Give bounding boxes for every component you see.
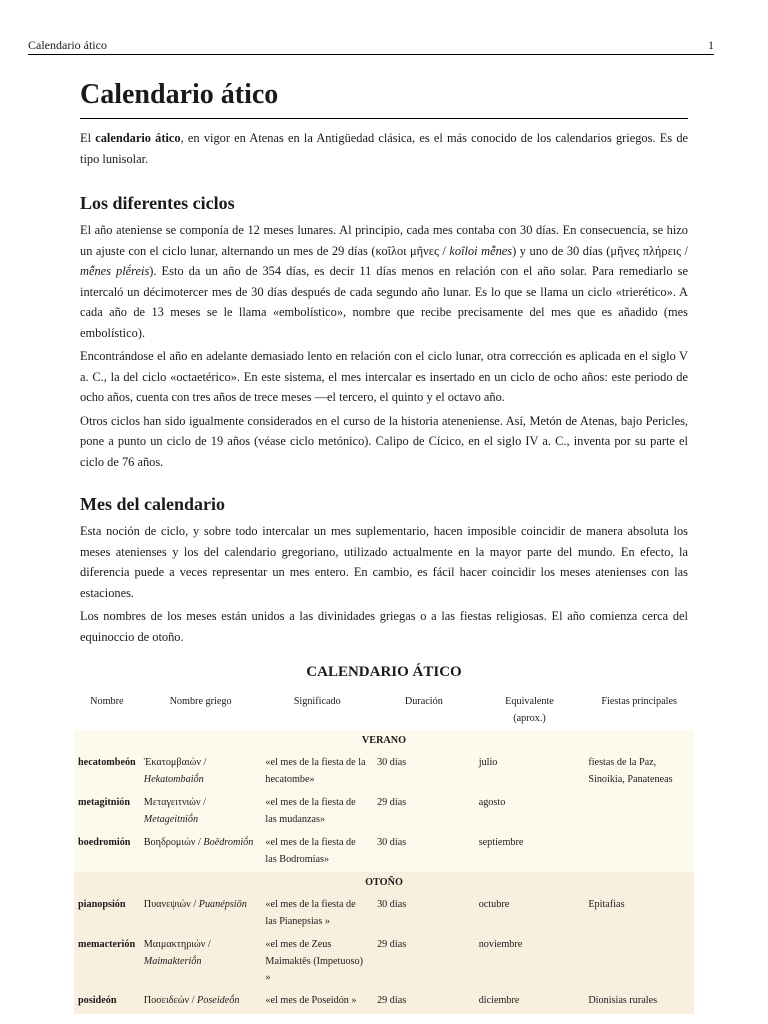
calendar-paragraph-2: Los nombres de los meses están unidos a las divinidades griegas o a las fiestas religiosas. El año comienza cerca del equinoccio de otoño. xyxy=(80,609,688,644)
col-header-greek: Nombre griego xyxy=(169,696,232,707)
cycles-paragraph-1: El año ateniense se componía de 12 meses lunares. Al principio, cada mes contaba con 30 días. En consecuencia, se hizo un ajuste con el ciclo lunar, alternando un mes de 29 días (κοῖλοι μῆνες / koîloi mễnes) y uno de 30 días (μῆνες πλήρεις / mễnes plḗreis). Esto da un año de 354 días, es decir 11 días menos en relación con el año solar. Para remediarlo se intercaló un décimotercer mes de 30 días después de cada segundo año lunar. Es lo que se llama un ciclo «trierético». A cada año de 13 meses se le llama «embolístico», nombre que recibe precisamente del mes que es añadido (mes embolístico). xyxy=(80,223,688,340)
table-header-row xyxy=(74,693,694,730)
table-row: boedromión Βοηδρομιών / Boēdromiṓn «el mes de la fiesta de las Bodromías» 30 días septiembre xyxy=(74,832,694,872)
col-header-equivalent: Equivalente (aprox.) xyxy=(505,696,554,724)
season-row-summer: VERANO xyxy=(74,730,694,752)
col-header-meaning: Significado xyxy=(293,696,341,707)
calendar-table xyxy=(74,693,694,1014)
intro-paragraph: El calendario ático, en vigor en Atenas en la Antigüedad clásica, es el más conocido de los calendarios griegos. Es de tipo lunisolar. xyxy=(80,131,689,166)
col-header-festivals: Fiestas principales xyxy=(601,696,677,707)
table-row: metagitnión Μεταγειτνιών / Metageitniṓn «el mes de la fiesta de las mudanzas» 29 días agosto xyxy=(74,792,694,832)
table-row: pianopsión Πυανεψιών / Puanépsiōn «el mes de la fiesta de las Pianepsias » 30 días octubre Epitafias xyxy=(74,894,694,934)
cycles-paragraph-3: Otros ciclos han sido igualmente considerados en el curso de la historia ateneniense. Así, Metón de Atenas, bajo Pericles, pone a punto un ciclo de 19 años (véase ciclo metónico). Calipo de Cícico, en el siglo IV a. C., inventa por su parte el ciclo de 76 años. xyxy=(80,413,688,469)
table-row: memacterión Μαιμακτηριών / Maimakteriṓn «el mes de Zeus Maimaktês (Impetuoso) » 29 días noviembre xyxy=(74,934,694,990)
table-row: hecatombeón Ἑκατομβαιών / Hekatombaiṓn «el mes de la fiesta de la hecatombe» 30 días julio fiestas de la Paz, Sinoikia, Panateneas xyxy=(74,752,694,792)
cycles-paragraph-2: Encontrándose el año en adelante demasiado lento en relación con el ciclo lunar, otra corrección es aplicada en el siglo V a. C., la del ciclo «octaetérico». En este sistema, el mes intercalar es insertado en un ciclo de ocho años: este periodo de ocho años, cuenta con tres años de trece meses —el tercero, el quinto y el octavo año. xyxy=(80,349,688,404)
page-title: Calendario ático xyxy=(80,78,688,119)
intro-bold-term: calendario ático xyxy=(95,131,181,145)
page-number: 1 xyxy=(708,38,714,52)
calendar-paragraph-1: Esta noción de ciclo, y sobre todo intercalar un mes suplementario, hacen imposible coincidir de manera absoluta los meses atenienses y los del calendario gregoriano, utilizado actualmente en la mayor parte del mundo. En efecto, la diferencia puede a veces representar un mes entero. En cambio, es fácil hacer coincidir los meses atenienses con las estaciones. xyxy=(80,524,688,600)
section-heading-cycles: Los diferentes ciclos xyxy=(80,193,235,213)
article-body xyxy=(80,78,688,1014)
table-row: posideón Ποσειδεών / Poseideṓn «el mes de Poseidón » 29 días diciembre Dionisias rurales xyxy=(74,990,694,1014)
table-title: CALENDARIO ÁTICO xyxy=(306,664,462,680)
col-header-name: Nombre xyxy=(90,696,124,707)
season-row-autumn: OTOÑO xyxy=(74,872,694,894)
section-heading-calendar-month: Mes del calendario xyxy=(80,494,225,514)
running-header xyxy=(28,38,714,55)
col-header-duration: Duración xyxy=(404,696,443,707)
running-title: Calendario ático xyxy=(28,38,107,52)
